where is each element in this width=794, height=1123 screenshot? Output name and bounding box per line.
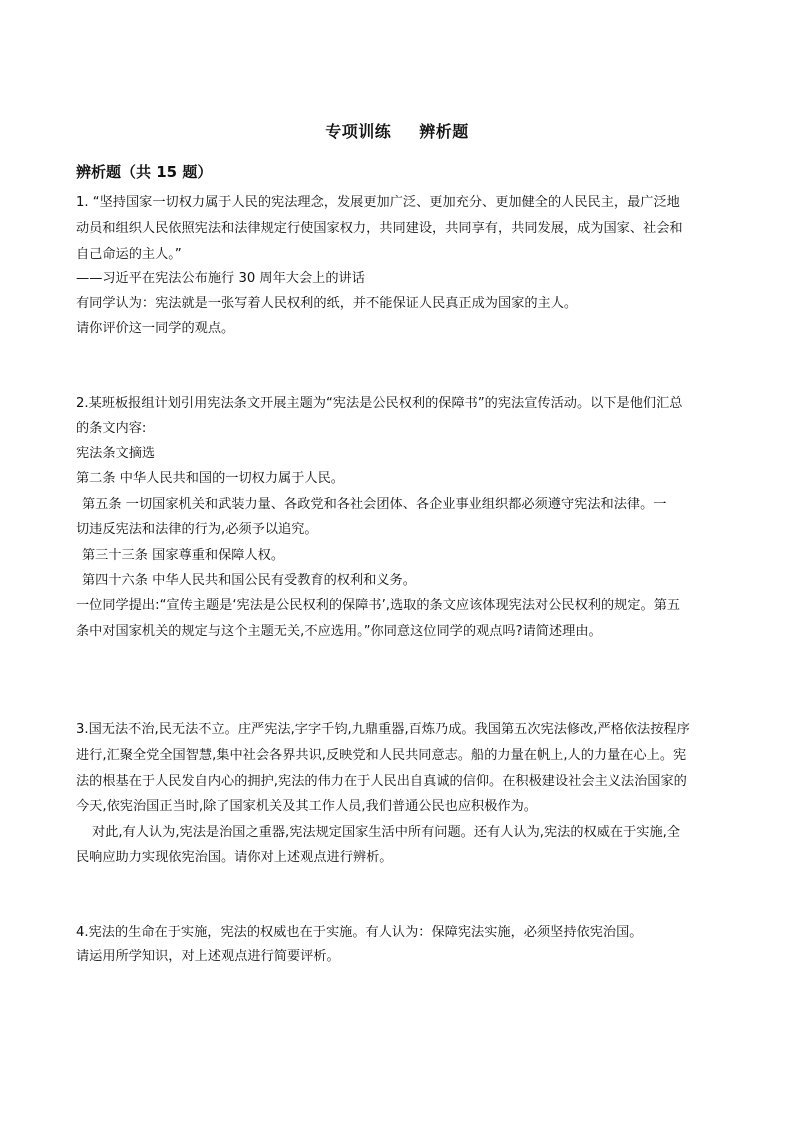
q3-line-2: 进行,汇聚全党全国智慧,集中社会各界共识,反映党和人民共同意志。船的力量在帆上,人的力量在心上。宪: [76, 748, 687, 763]
page-title: [0, 119, 794, 142]
q3-line-1: 3.国无法不治,民无法不立。庄严宪法,字字千钧,九鼎重器,百炼乃成。我国第五次宪法修改,严格依法按程序: [76, 722, 690, 737]
q3-line-3: 法的根基在于人民发自内心的拥护,宪法的伟力在于人民出自真诚的信仰。在积极建设社会主义法治国家的: [76, 774, 687, 789]
q1-line-1: 1. “坚持国家一切权力属于人民的宪法理念，发展更加广泛、更加充分、更加健全的人民民主，最广泛地: [76, 195, 680, 210]
q1-quote-source: ——习近平在宪法公布施行 30 周年大会上的讲话: [76, 271, 365, 286]
q4-prompt: 请运用所学知识，对上述观点进行简要评析。: [76, 949, 340, 964]
title-part-2: 辨析题: [419, 122, 469, 141]
q2-article-2: 第二条 中华人民共和国的一切权力属于人民。: [76, 471, 344, 486]
q3-line-4: 今天,依宪治国正当时,除了国家机关及其工作人员,我们普通公民也应积极作为。: [76, 799, 537, 814]
q2-article-5-cont: 切违反宪法和法律的行为,必须予以追究。: [76, 522, 318, 537]
section-heading: 辨析题（共 15 题）: [76, 163, 213, 181]
q2-line-2: 的条文内容:: [76, 421, 147, 436]
q1-line-3: 自己命运的主人。”: [76, 247, 182, 262]
q2-excerpt-heading: 宪法条文摘选: [76, 446, 156, 461]
q2-article-5: 第五条 一切国家机关和武装力量、各政党和各社会团体、各企业事业组织都必须遵守宪法和法律。一: [82, 497, 667, 512]
q1-prompt: 请你评价这一同学的观点。: [76, 321, 235, 336]
q1-line-2: 动员和组织人民依照宪法和法律规定行使国家权力，共同建设，共同享有，共同发展，成为国家、社会和: [76, 221, 683, 236]
q2-article-46: 第四十六条 中华人民共和国公民有受教育的权利和义务。: [82, 573, 416, 588]
q4-line-1: 4.宪法的生命在于实施，宪法的权威也在于实施。有人认为：保障宪法实施，必须坚持依宪治国。: [76, 925, 643, 940]
title-part-1: 专项训练: [325, 122, 392, 141]
q1-viewpoint: 有同学认为：宪法就是一张写着人民权利的纸，并不能保证人民真正成为国家的主人。: [76, 296, 578, 311]
q2-article-33: 第三十三条 国家尊重和保障人权。: [82, 548, 285, 563]
q2-student-view: 一位同学提出:“宣传主题是‘宪法是公民权利的保障书’,选取的条文应该体现宪法对公民权利的规定。第五: [76, 598, 681, 613]
q3-line-5: 对此,有人认为,宪法是治国之重器,宪法规定国家生活中所有问题。还有人认为,宪法的权威在于实施,全: [92, 825, 681, 840]
q2-prompt: 条中对国家机关的规定与这个主题无关,不应选用。”你同意这位同学的观点吗?请简述理由。: [76, 624, 602, 639]
q2-line-1: 2.某班板报组计划引用宪法条文开展主题为“宪法是公民权利的保障书”的宪法宣传活动。以下是他们汇总: [76, 396, 683, 411]
q3-prompt: 民响应助力实现依宪治国。请你对上述观点进行辨析。: [76, 850, 393, 865]
